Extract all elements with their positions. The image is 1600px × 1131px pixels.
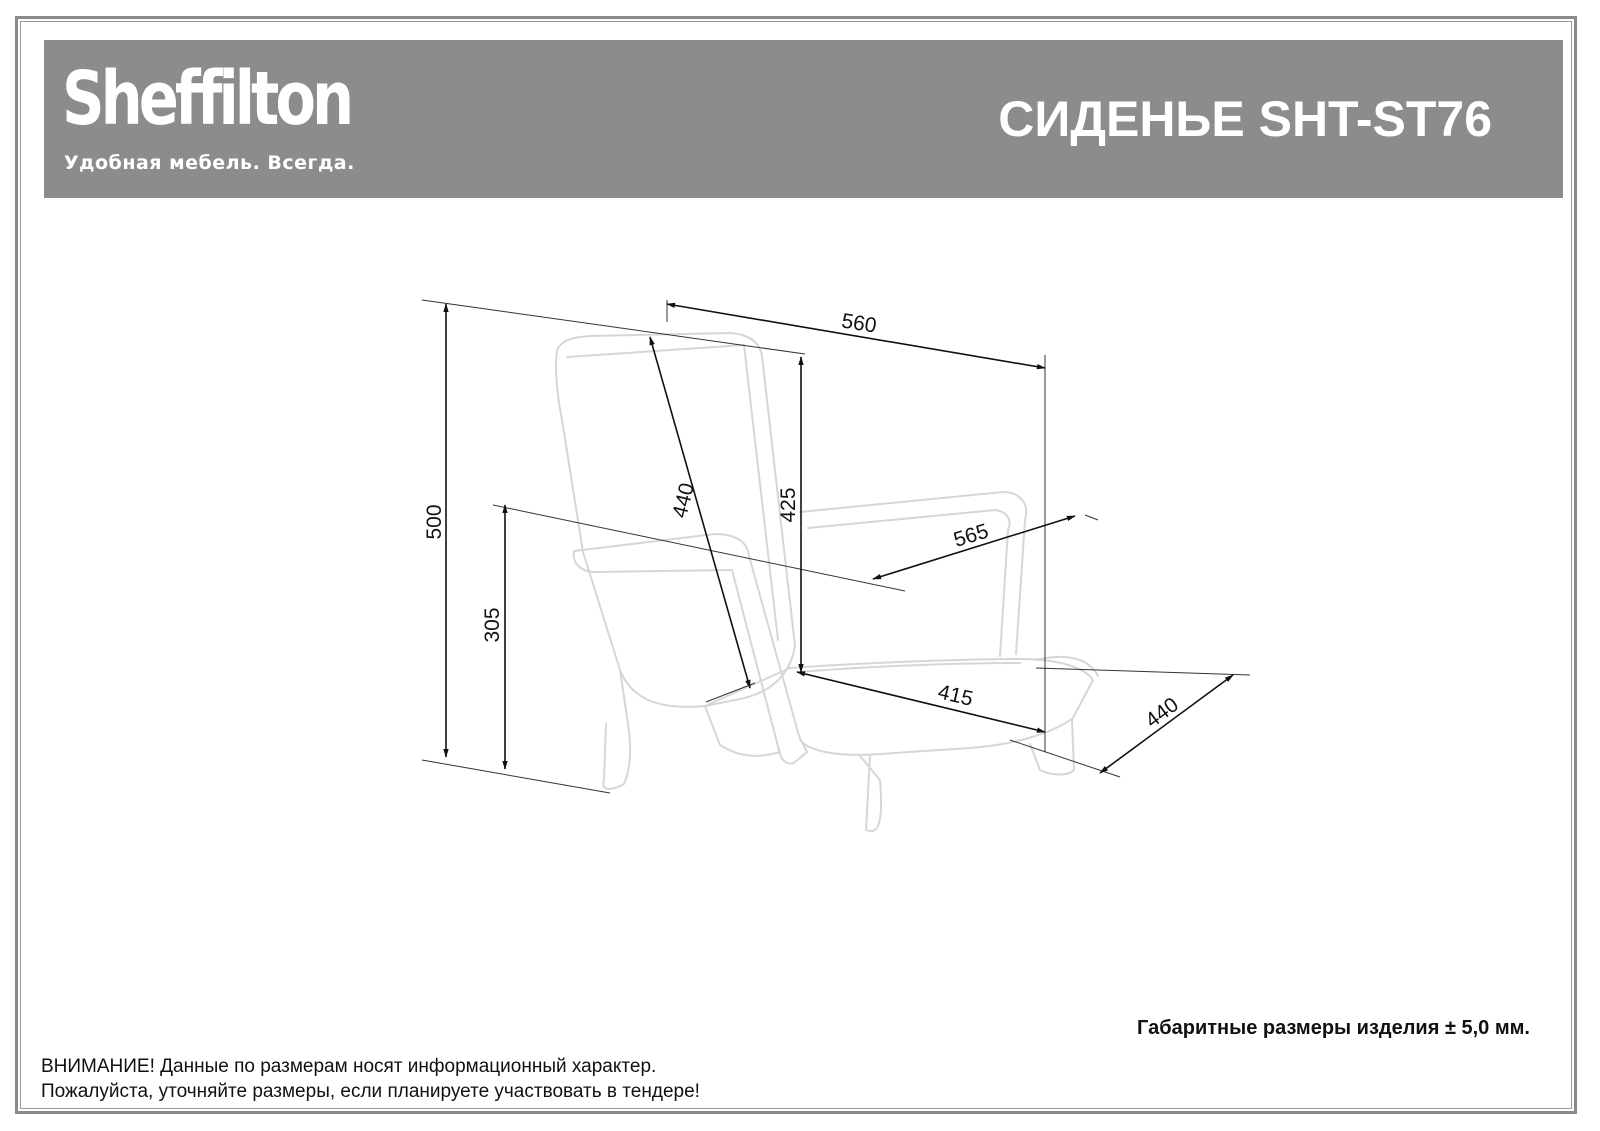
- dim-label-440-back: 440: [668, 480, 700, 521]
- dim-line-440-back: [650, 337, 750, 688]
- chair-outline: [556, 333, 1098, 831]
- dim-line-415: [797, 672, 1045, 732]
- warning-line-2: Пожалуйста, уточняйте размеры, если планируете участвовать в тендере!: [41, 1081, 700, 1102]
- chair-armrest-far: [800, 492, 1026, 656]
- dim-line-440-base: [1100, 675, 1233, 773]
- chair-legs: [603, 670, 1074, 831]
- chair-backrest: [556, 333, 795, 707]
- chair-armrest-near: [574, 534, 807, 764]
- extension-lines: [422, 300, 1250, 793]
- product-title: СИДЕНЬЕ SHT-ST76: [998, 91, 1492, 147]
- dim-label-440-base: 440: [1141, 693, 1184, 733]
- chair-seat: [705, 659, 1093, 755]
- dim-label-415: 415: [935, 680, 976, 711]
- dim-label-305: 305: [481, 607, 504, 643]
- warning-block: [41, 1054, 700, 1104]
- brand-logo: Sheffilton: [62, 56, 351, 142]
- dim-label-565: 565: [950, 519, 992, 552]
- warning-line-1: ВНИМАНИЕ! Данные по размерам носят информационный характер.: [41, 1056, 657, 1077]
- brand-slogan: Удобная мебель. Всегда.: [64, 152, 355, 174]
- dim-label-425: 425: [777, 487, 800, 523]
- dim-label-500: 500: [423, 504, 446, 540]
- dim-label-560: 560: [839, 309, 879, 338]
- dimension-lines: [446, 304, 1233, 773]
- tolerance-note: Габаритные размеры изделия ± 5,0 мм.: [1137, 1017, 1530, 1039]
